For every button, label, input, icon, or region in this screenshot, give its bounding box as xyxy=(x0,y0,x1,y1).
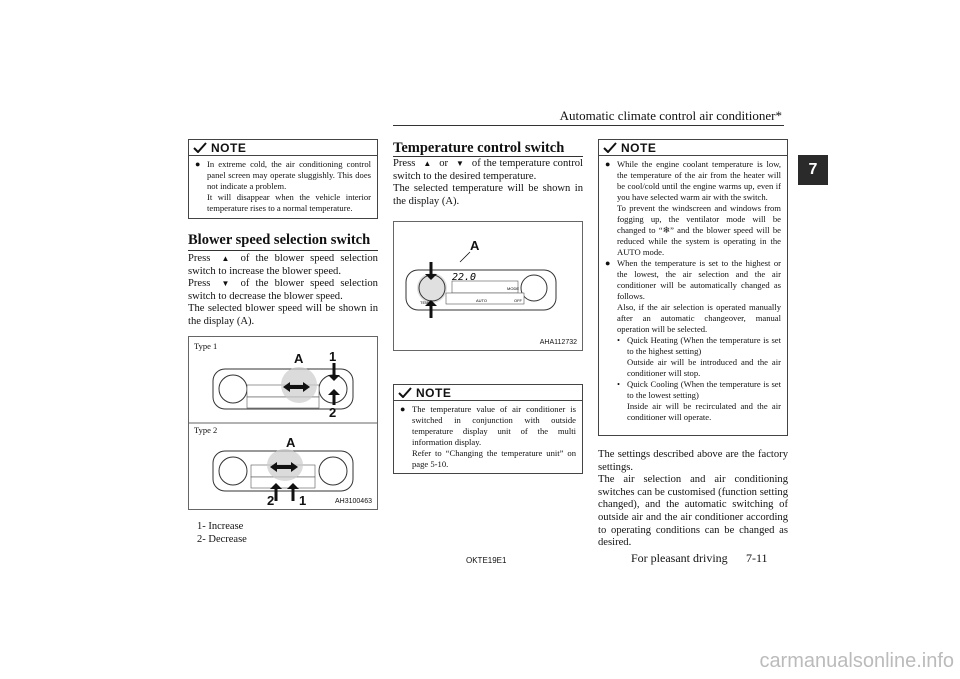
settings-paragraphs xyxy=(598,449,788,550)
note-box-3 xyxy=(598,139,788,436)
figure-code: AHA112732 xyxy=(539,339,577,346)
note-subitem: • Quick Cooling (When the temperature is set to the lowest setting) Inside air will be recirculated and the air conditioner will operate. xyxy=(617,379,781,422)
svg-text:2: 2 xyxy=(267,493,275,508)
note-text: Quick Cooling (When the temperature is set to the lowest setting) xyxy=(627,379,781,400)
svg-text:2: 2 xyxy=(329,405,337,420)
temp-label: TEMP xyxy=(420,300,432,305)
triangle-up-icon: ▲ xyxy=(221,254,230,263)
footer-section: For pleasant driving xyxy=(631,551,728,565)
blower-section-title: Blower speed selection switch xyxy=(188,232,371,248)
note-check-icon xyxy=(398,387,412,398)
header-rule xyxy=(393,125,784,126)
note-subitem: • Quick Heating (When the temperature is set to the highest setting) Outside air will be introduced and the air conditioner will stop. xyxy=(617,335,781,378)
note-header xyxy=(599,140,787,156)
note-header xyxy=(394,385,582,401)
temp-figure xyxy=(393,221,583,351)
figure-legend xyxy=(197,520,247,546)
note-box-2 xyxy=(393,384,583,474)
temp-display-text: The selected temperature will be shown in the display (A). xyxy=(393,183,583,207)
note-check-icon xyxy=(603,142,617,153)
temp-instruction-text: of the temperature control switch to the desired temperature. xyxy=(393,158,583,182)
note-header xyxy=(189,140,377,156)
note-box-1 xyxy=(188,139,378,219)
triangle-up-icon: ▲ xyxy=(423,159,432,168)
note-text: ” and the blower speed will be reduced while the system is operating in the AUTO mode. xyxy=(617,225,781,257)
running-header: Automatic climate control air conditioner* xyxy=(559,108,782,123)
off-label: OFF xyxy=(514,298,522,303)
blower-panel-drawing xyxy=(189,337,377,509)
triangle-down-icon: ▼ xyxy=(221,279,230,289)
svg-text:A: A xyxy=(286,435,296,450)
note-text: Outside air will be introduced and the air conditioner will stop. xyxy=(627,357,781,378)
temp-section-title: Temperature control switch xyxy=(393,140,565,156)
watermark: carmanualsonline.info xyxy=(759,650,954,672)
document-code: OKTE19E1 xyxy=(466,556,507,565)
note-bullet: ● While the engine coolant temperature is low, the temperature of the air from the heater will be cool/cold until the engine warms up, even if you have selected warm air with the switch. To prevent the windscreen and windows from fogging up, the ventilator mode will be changed to “❄” and the blower speed will be reduced while the system is operating in the AUTO mode. xyxy=(605,159,781,257)
note-text: While the engine coolant temperature is low, the temperature of the air from the heater will be cool/cold until the engine warms up, even if you have selected warm air with the switch. xyxy=(617,159,781,202)
note-text: To prevent the windscreen and windows from fogging up, the ventilator mode will be changed to “ xyxy=(617,203,781,235)
note-text: Quick Heating (When the temperature is set to the highest setting) xyxy=(627,335,781,356)
note-bullet: ● The temperature value of air conditioner is switched in conjunction with outside temperature display unit of the multi information display. Refer to “Changing the temperature unit” on page 5-10. xyxy=(400,404,576,469)
press-word: Press xyxy=(188,278,211,290)
legend-item: 2- Decrease xyxy=(197,534,247,545)
note-text: Refer to “Changing the temperature unit” on page 5-10. xyxy=(412,448,576,469)
section-rule xyxy=(188,250,378,251)
triangle-down-icon: ▼ xyxy=(456,159,464,168)
svg-text:A: A xyxy=(294,351,304,366)
figure-code: AH3100463 xyxy=(335,498,372,505)
note-text: It will disappear when the vehicle interior temperature rises to a normal temperature. xyxy=(207,192,371,213)
windscreen-mode-icon: ❄ xyxy=(662,225,671,235)
type2-label: Type 2 xyxy=(194,425,218,435)
page-number: 7-11 xyxy=(746,551,768,565)
note-text: The temperature value of air conditioner is switched in conjunction with outside temperature display unit of the multi information display. xyxy=(412,404,576,447)
note-bullet: ● In extreme cold, the air conditioning control panel screen may operate sluggishly. This does not indicate a problem. It will disappear when the vehicle interior temperature rises to a normal temperature. xyxy=(195,159,371,213)
temp-display-value: 22.0 xyxy=(452,272,477,283)
legend-item: 1- Increase xyxy=(197,521,244,532)
svg-text:1: 1 xyxy=(329,349,337,364)
svg-text:A: A xyxy=(470,238,480,253)
note-label: NOTE xyxy=(621,140,657,155)
note-check-icon xyxy=(193,142,207,153)
blower-display-text: The selected blower speed will be shown in the display (A). xyxy=(188,303,378,327)
temp-panel-drawing xyxy=(394,222,582,350)
note-text: Inside air will be recirculated and the air conditioner will operate. xyxy=(627,401,781,422)
chapter-tab: 7 xyxy=(798,155,828,185)
section-rule xyxy=(393,156,583,157)
or-word: or xyxy=(439,158,449,169)
press-word: Press xyxy=(393,158,416,169)
blower-increase-text: of the blower speed selection switch to increase the blower speed. xyxy=(188,253,378,277)
press-word: Press xyxy=(188,253,211,264)
mode-label: MODE xyxy=(507,286,519,291)
svg-text:1: 1 xyxy=(299,493,307,508)
blower-decrease-text: of the blower speed selection switch to decrease the blower speed. xyxy=(188,278,378,302)
auto-label: AUTO xyxy=(476,298,488,303)
temp-instructions xyxy=(393,158,583,208)
note-text: In extreme cold, the air conditioning control panel screen may operate sluggishly. This does not indicate a problem. xyxy=(207,159,371,191)
blower-figure xyxy=(188,336,378,510)
note-label: NOTE xyxy=(211,140,247,155)
blower-instructions xyxy=(188,253,378,329)
settings-text: The settings described above are the factory settings. xyxy=(598,449,788,473)
note-label: NOTE xyxy=(416,385,452,400)
note-bullet: ● When the temperature is set to the highest or the lowest, the air selection and the air conditioner will be automatically changed as follows. Also, if the air selection is operated manually after an automatic changeover, manual operation will be selected. xyxy=(605,258,781,334)
settings-text: The air selection and air conditioning switches can be customised (function setting changed), and the automatic switching of outside air and the air conditioner according to operating conditions can be changed as desired. xyxy=(598,474,788,549)
type1-label: Type 1 xyxy=(194,341,218,351)
note-text: When the temperature is set to the highest or the lowest, the air selection and the air conditioner will be automatically changed as follows. xyxy=(617,258,781,301)
note-text: Also, if the air selection is operated manually after an automatic changeover, manual operation will be selected. xyxy=(617,302,781,334)
